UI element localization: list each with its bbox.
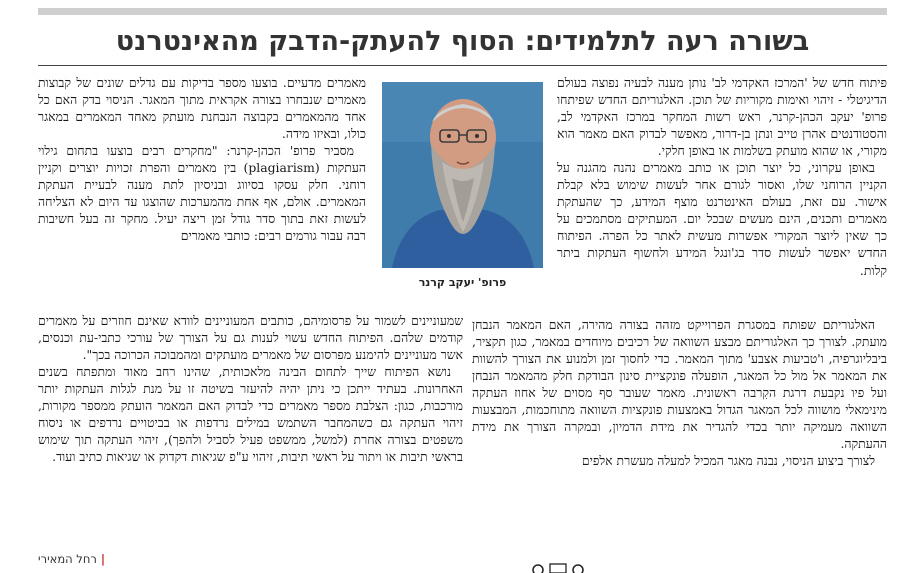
article-column-right [557,74,887,326]
paragraph: האלגוריתם שפותח במסגרת הפרוייקט מזהה בצורה מהירה, האם המאמר הנבחן מועתק. לצורך כך האלגוריתם מבצע השוואה של רכיבים מיוחדים במאמר, כגון תקציר, ביבליוגרפיה, ו'טביעות אצבע' מתוך המאמר. כדי לחסוך זמן ולמנוע את הצורך להשוות את המאמר אל מול כל המאגר, הופעלה פונקציית סינון הבודקת חלק מהמאמר הנבחן ועל פיו נקבעת דרגת הקִרבה ראשונית. מאמר שעובר סף מסוים של אחוז העתקה מינימאלי מושווה לכל המאגר הגדול באמצעות פונקציות השוואה מתוחכמות, המבצעות השוואה מעמיקה יותר בכדי להגדיר את מידת הדמיון, ובמקרה הצורך את מידת ההעתקה. [472,317,887,452]
headline-divider [38,65,887,66]
author-byline [38,550,123,568]
byline-bar-icon: | [100,552,106,566]
article-column-bottom-left [38,312,463,542]
paragraph: פיתוח חדש של 'המרכז האקדמי לב' נותן מענה לבעיה נפוצה בעולם הדיגיטלי - זיהוי ואימות מקוריות של תוכן. האלגוריתם החדש שפיתחו פרופ' יעקב הכהן-קרנר, ראש רשות המחקר במרכז האקדמי לב, והסטודנטים אהרן טייב ונתן בן-דרור, מאפשר לבדוק האם מאמר הוא מקורי, או שהוא מועתק בשלמות או באופן חלקי. [557,75,887,159]
paragraph: שמעוניינים לשמור על פרסומיהם, כותבים המעוניינים לוודא שאינם חוזרים על מאמרים קודמים שלהם. הפיתוח החדש עשוי לענות גם על הצורך של עורכי כתבי-עת וכנסים, אשר מעוניינים להימנע מפרסום של מאמרים מועתקים ומהמבוכה הכרוכה בכך". [38,313,463,363]
article-column-left [38,74,366,307]
article-headline: בשורה רעה לתלמידים: הסוף להעתק-הדבק מהאינטרנט [115,26,810,57]
paragraph: מאמרים מדעיים. בוצעו מספר בדיקות עם גדלים שונים של קבוצות מאמרים שנבחרו בצורה אקראית מתוך המאגר. הניסוי בדק האם כל אחד מהמאמרים בקבוצה הנבחנת מועתק מאחד המאמרים במאגר כולו, ובאיזו מידה. [38,75,366,142]
portrait-illustration [382,82,543,268]
byline-name: רחל המאירי [38,552,97,566]
article-column-bottom-right [472,316,887,573]
paragraph: באופן עקרוני, כל יוצר תוכן או כותב מאמרים נהנה מהגנה על הקניין הרוחני שלו, ואסור לגורם אחר לעשות שימוש בלא קבלת אישור. עם זאת, בעולם האינטרנט מוצף המידע, כך שהעתקת מאמרים ותכנים, הינם מעשים שבכל יום. המעתיקים מסתמכים על כך שאין ליוצר המקורי אפשרות מעשית לאתר כל הפרה. הפיתוח החדש יאפשר לעשות סדר בג'ונגל המידע ולחשוף העתקות ביתר קלות. [557,160,887,278]
continuation-marker-icon [528,562,588,573]
author-photo [382,82,543,268]
photo-caption: פרופ' יעקב קרנר [418,276,507,289]
paragraph: נושא הפיתוח שייך לתחום הבינה מלאכותית, שהינו רחב מאוד ומתפתח בשנים האחרונות. בעתיד ייתכן כי ניתן יהיה להיעזר בשיטה זו על מנת לגלות העתקות יותר מורכבות, כגון: הצלבת מספר מאמרים כדי לבדוק האם המאמר הועתק ממספר מקורות, זיהוי העתקה גם כשהמחבר השתמש במילים נרדפות או בביטויים נרדפים או ניסוח משפטים בצורה אחרת (למשל, ממשפט פעיל לסביל ולהפך), זיהוי העתקה תוך שימוש בראשי תיבות או ויתור על ראשי תיבות, זיהוי ע"פ שגיאות דקדוק או שגיאות כתיב ועוד. [38,364,463,465]
paragraph: מסביר פרופ' הכהן-קרנר: "מחקרים רבים בוצעו בתחום גילוי העתקות (plagiarism) בין מאמרים והפרת זכויות יוצרים וקניין רוחני. חלק עסקו בסיווג ובניסיון לתת מענה לבעיית העתקת המאמרים. אולם, אף אחת מהמערכות שהוצגו עד היום לא הצליחה לעשות זאת בתוך סדר גודל זמן ריצה יעיל. מחקר זה בעל חשיבות רבה עבור גורמים רבים: כותבי מאמרים [38,143,366,244]
paragraph: לצורך ביצוע הניסוי, נבנה מאגר המכיל למעלה מעשרת אלפים [581,453,875,469]
top-gray-rule [38,8,887,15]
